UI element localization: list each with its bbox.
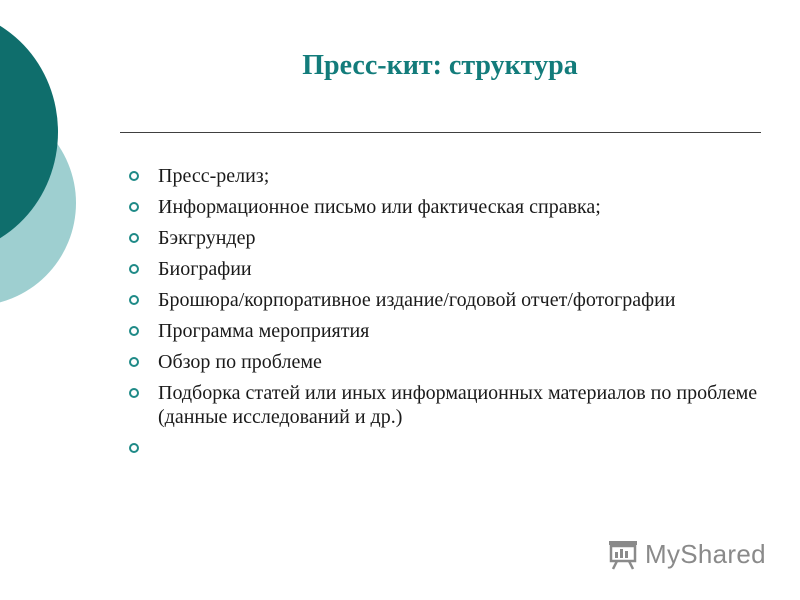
bullet-text: Подборка статей или иных информационных материалов по проблеме (данные исследований и др.) — [158, 382, 758, 428]
presentation-board-icon — [606, 537, 640, 571]
circle-bullet-icon — [129, 171, 139, 181]
circle-bullet-icon — [129, 233, 139, 243]
bullet-item — [128, 195, 768, 219]
bullet-item — [128, 350, 768, 374]
circle-bullet-icon — [129, 326, 139, 336]
bullet-text: Обзор по проблеме — [158, 351, 322, 373]
title-divider — [120, 132, 761, 133]
circle-bullet-icon — [129, 357, 139, 367]
circle-bullet-icon — [129, 202, 139, 212]
circle-bullet-icon — [129, 295, 139, 305]
bullet-text: Биографии — [158, 258, 252, 280]
bullet-list — [128, 164, 768, 467]
circle-bullet-icon — [129, 443, 139, 453]
circle-bullet-icon — [129, 388, 139, 398]
bullet-item — [128, 288, 768, 312]
bullet-text: Программа мероприятия — [158, 320, 370, 342]
bullet-item — [128, 257, 768, 281]
bullet-item — [128, 319, 768, 343]
bullet-item — [128, 381, 768, 429]
bullet-item — [128, 226, 768, 250]
watermark — [606, 536, 766, 572]
circle-bullet-icon — [129, 264, 139, 274]
bullet-item — [128, 164, 768, 188]
slide-title: Пресс-кит: структура — [302, 50, 578, 81]
bullet-text: Информационное письмо или фактическая справка; — [158, 196, 601, 218]
bullet-text: Брошюра/корпоративное издание/годовой отчет/фотографии — [158, 289, 676, 311]
bullet-item — [128, 436, 768, 460]
bullet-text: Бэкгрундер — [158, 227, 256, 249]
bullet-text: Пресс-релиз; — [158, 165, 270, 187]
watermark-text: MyShared — [645, 538, 766, 569]
